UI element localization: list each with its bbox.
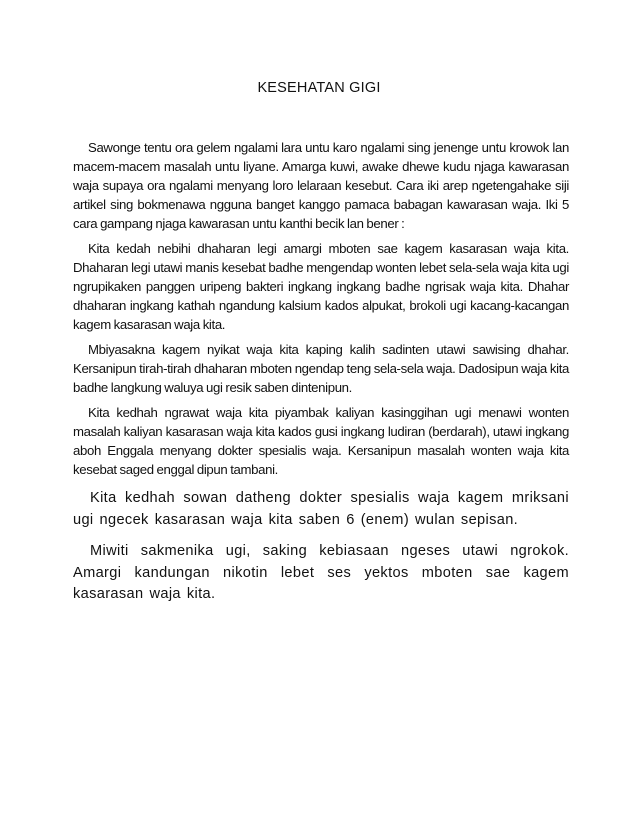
paragraph-dentist-visit: Kita kedhah sowan datheng dokter spesialis waja kagem mriksani ugi ngecek kasarasan waja kita saben 6 (enem) wulan sepisan. bbox=[73, 490, 569, 528]
paragraph-stop-smoking: Miwiti sakmenika ugi, saking kebiasaan ngeses utawi ngrokok. Amargi kandungan nikotin lebet ses yektos mboten sae kagem kasarasan waja kita. bbox=[73, 543, 569, 602]
document-title: KESEHATAN GIGI bbox=[257, 80, 381, 96]
paragraph-intro: Sawonge tentu ora gelem ngalami lara untu karo ngalami sing jenenge untu krowok lan macem-macem masalah untu liyane. Amarga kuwi, awake dhewe kudu njaga kawarasan waja supaya ora ngalami menyang loro lelaraan kesebut. Cara iki arep ngetengahake siji artikel sing bokmenawa ngguna banget kanggo pamaca babagan kawarasan waja. Iki 5 cara gampang njaga kawarasan untu kanthi becik lan bener : bbox=[73, 140, 569, 231]
paragraph-self-care: Kita kedhah ngrawat waja kita piyambak kaliyan kasinggihan ugi menawi wonten masalah kaliyan kasarasan waja kita kados gusi ingkang ludiran (berdarah), utawi ingkang aboh Enggala menyang dokter spesialis waja. Kersanipun masalah wonten waja kita kesebat saged enggal dipun tambani. bbox=[73, 405, 569, 477]
paragraph-avoid-sweets: Kita kedah nebihi dhaharan legi amargi mboten sae kagem kasarasan waja kita. Dhaharan legi utawi manis kesebat badhe mengendap wonten lebet sela-sela waja kita ugi ngrupikaken panggen uripeng bakteri ingkang ingkang badhe ngrisak waja kita. Dhahar dhaharan ingkang kathah ngandung kalsium kados alpukat, brokoli ugi kacang-kacangan kagem kasarasan waja kita. bbox=[73, 241, 569, 332]
paragraph-brushing: Mbiyasakna kagem nyikat waja kita kaping kalih sadinten utawi sawising dhahar. Kersanipun tirah-tirah dhaharan mboten ngendap teng sela-sela waja. Dadosipun waja kita badhe langkung waluya ugi resik saben dintenipun. bbox=[73, 342, 569, 395]
document-body bbox=[73, 138, 569, 606]
